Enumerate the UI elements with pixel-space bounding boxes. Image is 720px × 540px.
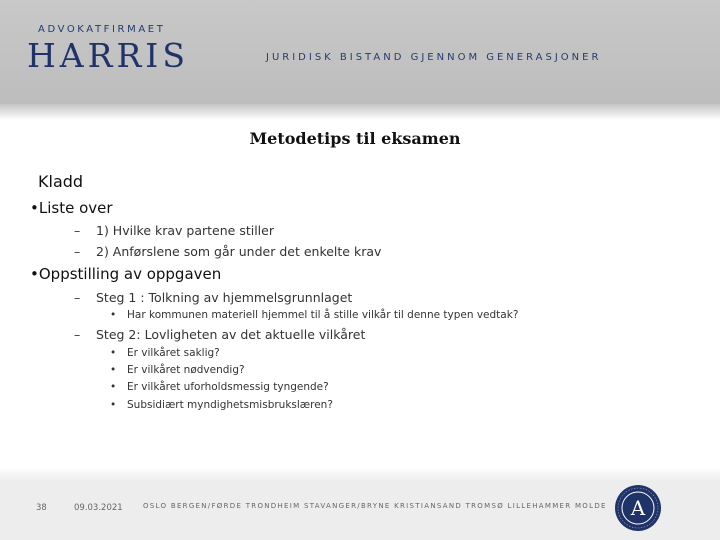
slide-date: 09.03.2021: [74, 503, 123, 513]
bullet-liste-over: •Liste over: [30, 199, 113, 217]
office-list: OSLO BERGEN/FØRDE TRONDHEIM STAVANGER/BRYNE KRISTIANSAND TROMSØ LILLEHAMMER MOLDE: [143, 502, 607, 510]
sub-item-text: Er vilkåret nødvendig?: [127, 364, 245, 376]
sub-item-text: Har kommunen materiell hjemmel til å stille vilkår til denne typen vedtak?: [127, 309, 519, 321]
sub-item: • Er vilkåret uforholdsmessig tyngende?: [110, 381, 329, 393]
bullet-oppstilling: •Oppstilling av oppgaven: [30, 265, 222, 283]
sub-item-text: Er vilkåret uforholdsmessig tyngende?: [127, 381, 329, 393]
list-item-text: Steg 1 : Tolkning av hjemmelsgrunnlaget: [96, 290, 353, 305]
sub-item: • Har kommunen materiell hjemmel til å stille vilkår til denne typen vedtak?: [110, 309, 519, 321]
sub-item: • Er vilkåret nødvendig?: [110, 364, 245, 376]
bullet-text: Oppstilling av oppgaven: [38, 265, 222, 283]
page-number: 38: [36, 503, 47, 513]
sub-item: • Subsidiært myndighetsmisbrukslæren?: [110, 399, 333, 411]
bullet-text: Liste over: [38, 199, 113, 217]
logo-letter: A: [630, 496, 646, 520]
firm-name-logo: HARRIS: [27, 36, 189, 75]
sub-item-text: Subsidiært myndighetsmisbrukslæren?: [127, 399, 333, 411]
firm-tagline: JURIDISK BISTAND GJENNOM GENERASJONER: [266, 52, 602, 63]
list-item-step2: – Steg 2: Lovligheten av det aktuelle vilkåret: [74, 327, 366, 342]
header-fade: [0, 104, 720, 120]
sub-item: • Er vilkåret saklig?: [110, 347, 220, 359]
slide-heading: Kladd: [38, 172, 84, 191]
list-item: – 2) Anførslene som går under det enkelte krav: [74, 244, 382, 259]
firm-seal-logo: [614, 484, 662, 532]
list-item-text: 2) Anførslene som går under det enkelte krav: [96, 244, 382, 259]
firm-label: ADVOKATFIRMAET: [38, 24, 166, 35]
sub-item-text: Er vilkåret saklig?: [127, 347, 220, 359]
slide-title: Metodetips til eksamen: [249, 129, 461, 148]
list-item-text: 1) Hvilke krav partene stiller: [96, 223, 274, 238]
list-item-step1: – Steg 1 : Tolkning av hjemmelsgrunnlaget: [74, 290, 353, 305]
list-item-text: Steg 2: Lovligheten av det aktuelle vilkåret: [96, 327, 366, 342]
list-item: – 1) Hvilke krav partene stiller: [74, 223, 274, 238]
